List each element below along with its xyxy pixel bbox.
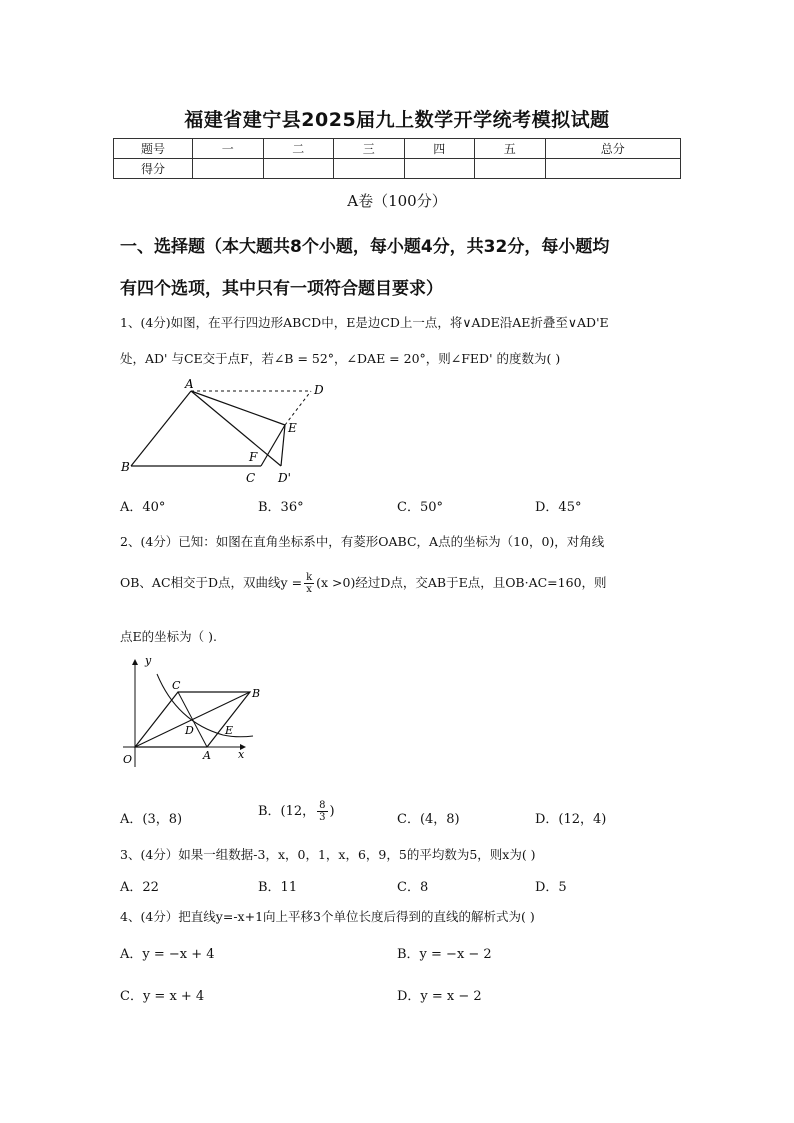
q2-label-e: E <box>225 724 234 737</box>
score-row-label: 得分 <box>114 159 193 179</box>
score-header-cell: 五 <box>475 139 546 159</box>
q2-option-b-close: ) <box>329 804 335 819</box>
q1-edge-ae <box>191 391 285 425</box>
q2-line2 <box>120 572 685 595</box>
q2-option-d: D．(12，4) <box>535 812 607 827</box>
q2-hyperbola-fraction <box>304 572 314 595</box>
q2-frac-den: x <box>306 584 312 595</box>
q1-option-d: D．45° <box>535 500 582 515</box>
q2-label-c: C <box>172 679 181 692</box>
section1-line1: 一、选择题（本大题共8个小题，每小题4分，共32分，每小题均 <box>120 237 610 257</box>
q4-option-d: D．y = x − 2 <box>397 989 482 1004</box>
score-table-score-row <box>114 159 681 179</box>
q2-line2-start: OB、AC相交于D点，双曲线y = <box>120 575 303 590</box>
q2-label-a: A <box>203 749 211 762</box>
q1-option-a: A．40° <box>120 500 166 515</box>
q1-label-c: C <box>246 471 256 485</box>
q2-option-b-fraction <box>317 800 327 823</box>
q2-line2-end: (x >0)经过D点，交AB于E点，且OB·AC=160，则 <box>316 575 607 590</box>
q1-label-b: B <box>121 460 130 474</box>
score-header-cell: 总分 <box>545 139 681 159</box>
q2-label-x: x <box>238 748 245 761</box>
q2-option-b-num: 8 <box>319 800 326 811</box>
q1-figure <box>115 375 335 490</box>
score-header-cell: 一 <box>193 139 264 159</box>
q1-label-a: A <box>185 377 194 391</box>
q3-option-c: C．8 <box>397 880 429 895</box>
score-cell <box>334 159 405 179</box>
q2-label-y: y <box>145 654 152 667</box>
q2-option-a: A．(3，8) <box>120 812 183 827</box>
score-table-header-row <box>114 139 681 159</box>
q1-label-f: F <box>249 450 258 464</box>
score-cell <box>263 159 334 179</box>
q2-option-b-text: B．(12， <box>258 804 316 819</box>
score-cell <box>475 159 546 179</box>
score-header-cell: 二 <box>263 139 334 159</box>
q4-stem: 4、(4分）把直线y=-x+1向上平移3个单位长度后得到的直线的解析式为( ) <box>120 909 535 924</box>
q3-option-b: B．11 <box>258 880 298 895</box>
q4-option-a: A．y = −x + 4 <box>120 947 215 962</box>
q3-option-a: A．22 <box>120 880 159 895</box>
q3-option-d: D．5 <box>535 880 567 895</box>
q3-stem: 3、(4分）如果一组数据-3，x，0，1，x，6，9，5的平均数为5，则x为( ) <box>120 847 536 862</box>
q2-frac-num: k <box>306 572 313 583</box>
score-header-cell: 四 <box>404 139 475 159</box>
q1-label-e: E <box>288 421 297 435</box>
section1-line2: 有四个选项，其中只有一项符合题目要求） <box>120 279 443 299</box>
q1-line1: 1、(4分)如图，在平行四边形ABCD中，E是边CD上一点，将∨ADE沿AE折叠至∨AD'E <box>120 315 609 330</box>
q1-edge-ad-prime <box>191 391 281 466</box>
score-header-cell: 题号 <box>114 139 193 159</box>
score-table <box>113 138 681 179</box>
page-title: 福建省建宁县2025届九上数学开学统考模拟试题 <box>184 109 610 131</box>
score-header-cell: 三 <box>334 139 405 159</box>
score-cell <box>193 159 264 179</box>
q2-option-b-den: 3 <box>319 812 326 823</box>
q1-label-d: D <box>314 383 324 397</box>
q2-line1: 2、(4分）已知：如图在直角坐标系中，有菱形OABC，A点的坐标为（10，0)，对角线 <box>120 534 605 549</box>
q2-label-b: B <box>252 687 261 700</box>
q1-option-b: B．36° <box>258 500 304 515</box>
q1-edge-ab <box>131 391 191 466</box>
q1-line2: 处，AD' 与CE交于点F，若∠B = 52°，∠DAE = 20°，则∠FED' 的度数为( ) <box>120 351 561 366</box>
q2-label-o: O <box>123 753 133 766</box>
score-cell <box>404 159 475 179</box>
q2-figure <box>115 652 270 777</box>
score-cell <box>545 159 681 179</box>
q1-label-d-prime: D' <box>278 471 291 485</box>
q2-label-d: D <box>185 724 194 737</box>
q2-line3: 点E的坐标为（ ). <box>120 629 217 644</box>
q4-option-c: C．y = x + 4 <box>120 989 205 1004</box>
q1-option-c: C．50° <box>397 500 443 515</box>
q4-option-b: B．y = −x − 2 <box>397 947 492 962</box>
q2-diagonal-ac <box>178 692 207 747</box>
q1-edge-ed-dashed <box>285 391 311 425</box>
juan-title: A卷（100分） <box>347 192 447 210</box>
q2-option-c: C．(4，8) <box>397 812 460 827</box>
